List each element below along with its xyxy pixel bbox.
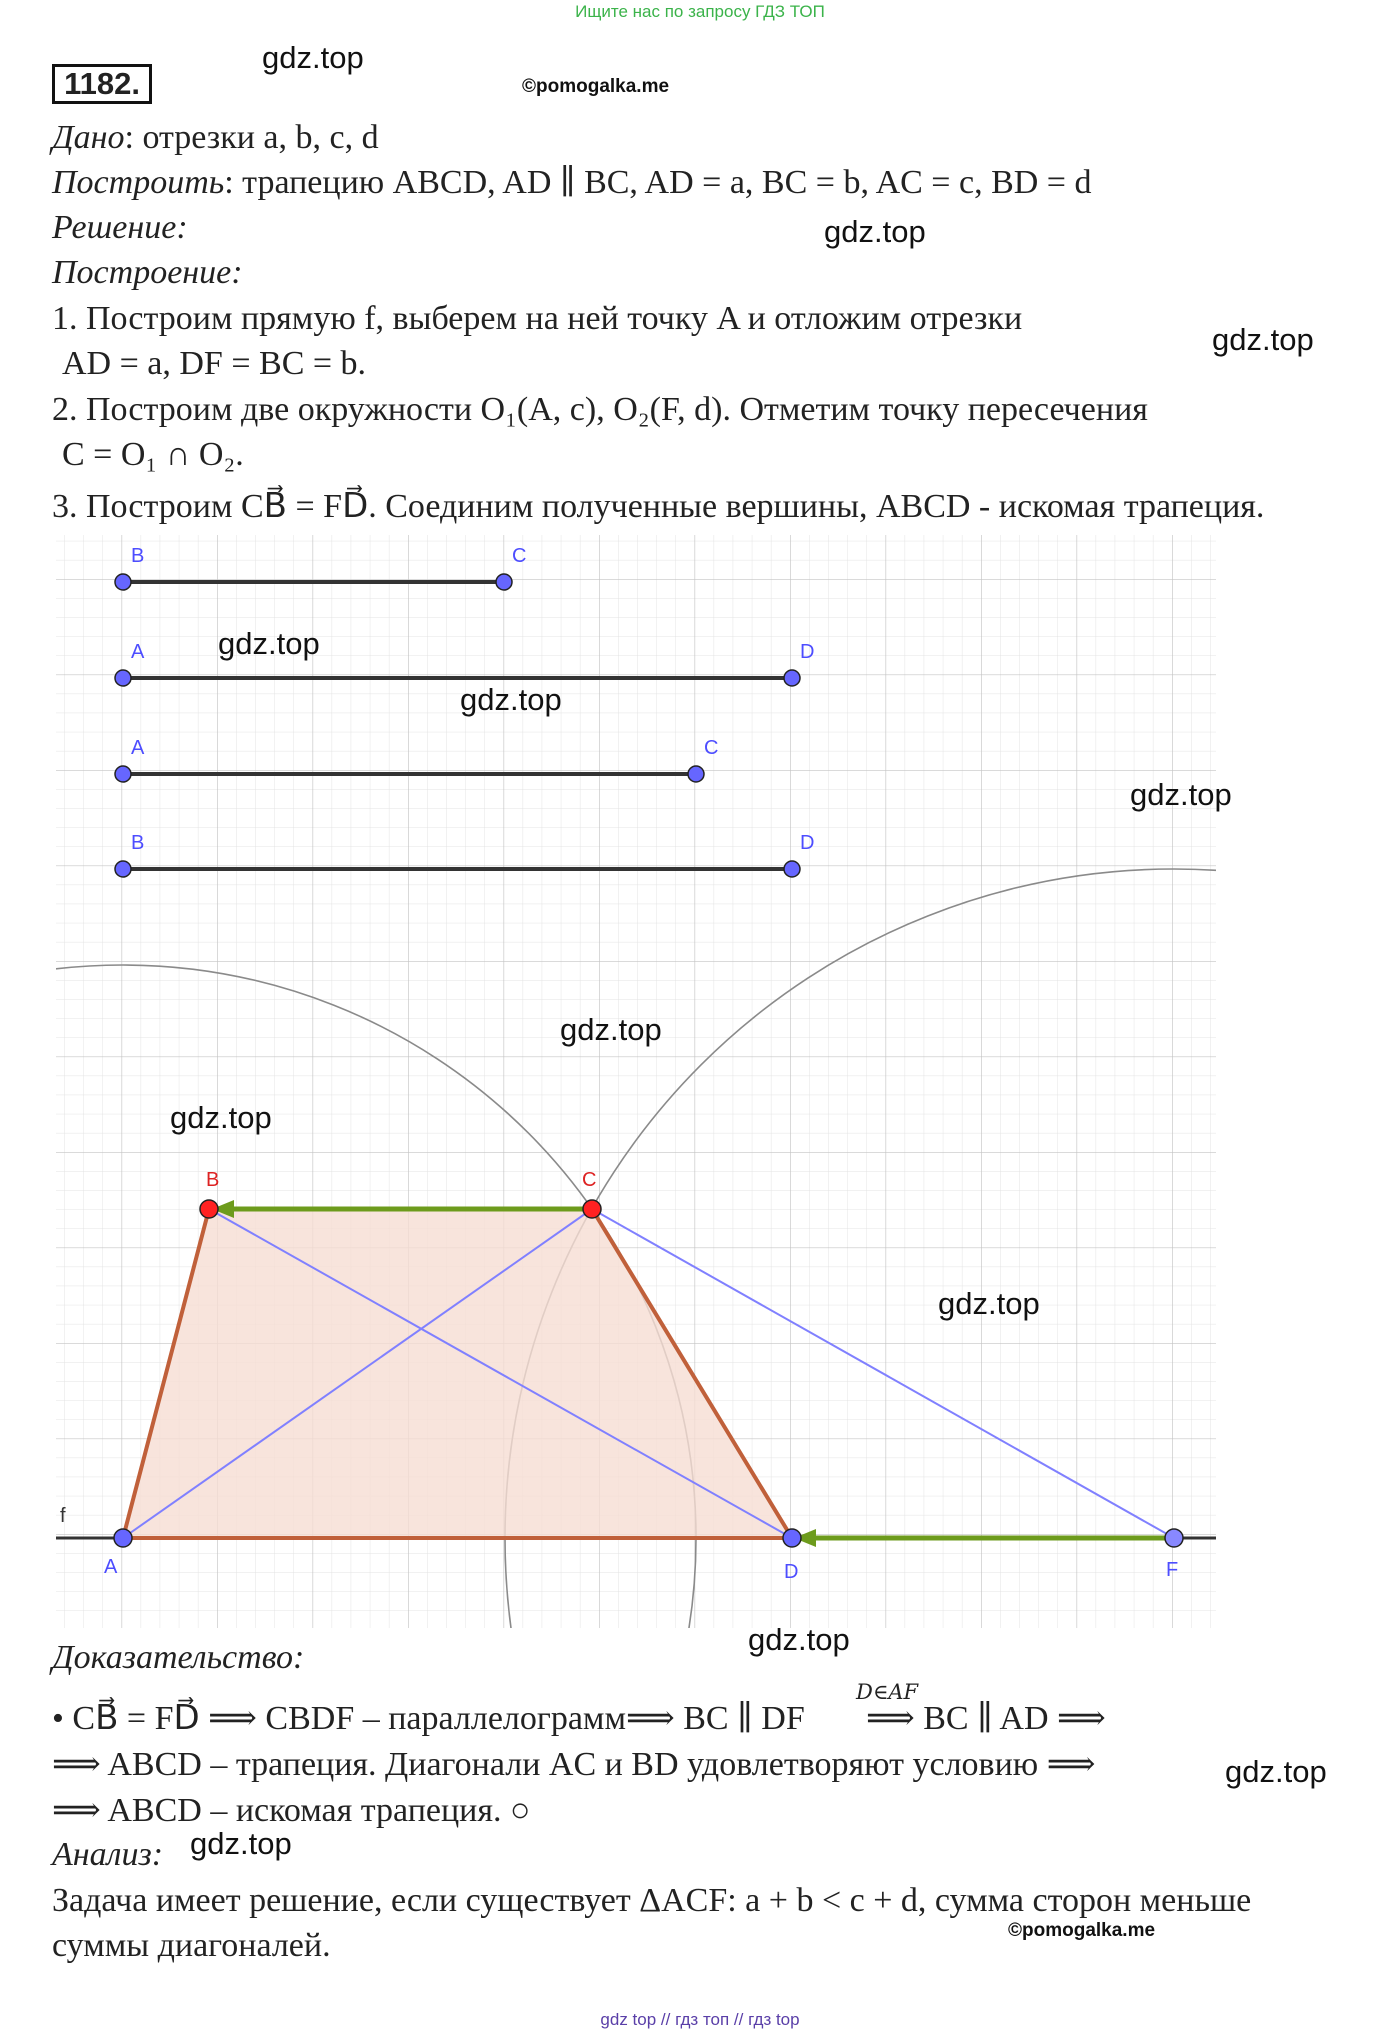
- watermark: gdz.top: [1130, 777, 1232, 812]
- watermark: gdz.top: [1225, 1754, 1327, 1789]
- point-f: [1165, 1529, 1183, 1547]
- point-f-label: F: [1166, 1559, 1179, 1581]
- point-c: [583, 1200, 601, 1218]
- watermark: gdz.top: [938, 1286, 1040, 1321]
- watermark: gdz.top: [1212, 322, 1314, 357]
- watermark: gdz.top: [218, 626, 320, 661]
- proof-line-1-tail: ⟹ BC ∥ AD ⟹: [866, 1700, 1106, 1737]
- analysis-line-1: Задача имеет решение, если существует ΔACF: a + b < c + d, сумма сторон меньше: [52, 1882, 1252, 1919]
- step-2: 2. Построим две окружности O₁(A, c), O₂(F, d). Отметим точку пересечения: [52, 391, 1148, 428]
- point-c-label: C: [582, 1169, 597, 1191]
- proof-condition: D∈AF: [856, 1680, 919, 1704]
- footer-links[interactable]: gdz top // гдз топ // гдз top: [600, 2010, 800, 2029]
- proof-line-1-main: • CB⃗ = FD⃗ ⟹ CBDF – параллелограмм⟹ BC ∥ DF: [52, 1700, 805, 1737]
- seg1-start-label: B: [131, 545, 145, 567]
- watermark: gdz.top: [460, 682, 562, 717]
- construction-label: Построение:: [52, 254, 243, 291]
- proof-line-1: [52, 1697, 805, 1741]
- step-2-cont: C = O₁ ∩ O₂.: [62, 436, 244, 473]
- seg4-start-label: B: [131, 832, 145, 854]
- seg2-start-label: A: [131, 641, 145, 663]
- step-3: 3. Построим CB⃗ = FD⃗. Соединим полученные вершины, ABCD - искомая трапеция.: [52, 488, 1265, 525]
- watermark: gdz.top: [824, 214, 926, 249]
- point-b: [200, 1200, 218, 1218]
- step-1: 1. Построим прямую f, выберем на ней точку A и отложим отрезки: [52, 300, 1023, 337]
- header-search-hint[interactable]: Ищите нас по запросу ГДЗ ТОП: [575, 2, 825, 21]
- construct-text: : трапецию ABCD, AD ∥ BC, AD = a, BC = b, AC = c, BD = d: [224, 164, 1092, 201]
- watermark: gdz.top: [560, 1012, 662, 1047]
- point-d-label: D: [784, 1561, 799, 1583]
- proof-label: Доказательство:: [52, 1639, 305, 1676]
- watermark: gdz.top: [190, 1826, 292, 1861]
- proof-line-3: ⟹ ABCD – искомая трапеция. ○: [52, 1792, 531, 1829]
- point-b-label: B: [206, 1169, 220, 1191]
- watermark: gdz.top: [748, 1622, 850, 1657]
- proof-line-2: ⟹ ABCD – трапеция. Диагонали AC и BD удовлетворяют условию ⟹: [52, 1746, 1096, 1783]
- given-text: : отрезки a, b, c, d: [124, 119, 379, 156]
- given-label: Дано: [52, 119, 125, 156]
- seg3-start-label: A: [131, 737, 145, 759]
- point-a-label: A: [104, 1556, 118, 1578]
- solution-label: Решение:: [52, 209, 188, 246]
- point-d: [783, 1529, 801, 1547]
- step-1-cont: AD = a, DF = BC = b.: [62, 345, 367, 382]
- seg1-end-label: C: [512, 545, 527, 567]
- watermark: gdz.top: [262, 40, 364, 75]
- construct-label: Построить: [52, 164, 225, 201]
- seg3-end-label: C: [704, 737, 719, 759]
- seg4-end-label: D: [800, 832, 815, 854]
- seg2-end-label: D: [800, 641, 815, 663]
- brand-label: ©pomogalka.me: [1008, 1920, 1156, 1941]
- point-a: [114, 1529, 132, 1547]
- problem-number: 1182.: [52, 64, 152, 104]
- analysis-line-2: суммы диагоналей.: [52, 1927, 331, 1964]
- line-f-label: f: [60, 1505, 66, 1527]
- watermark: gdz.top: [170, 1100, 272, 1135]
- analysis-label: Анализ:: [52, 1836, 164, 1873]
- brand-label: ©pomogalka.me: [522, 76, 670, 97]
